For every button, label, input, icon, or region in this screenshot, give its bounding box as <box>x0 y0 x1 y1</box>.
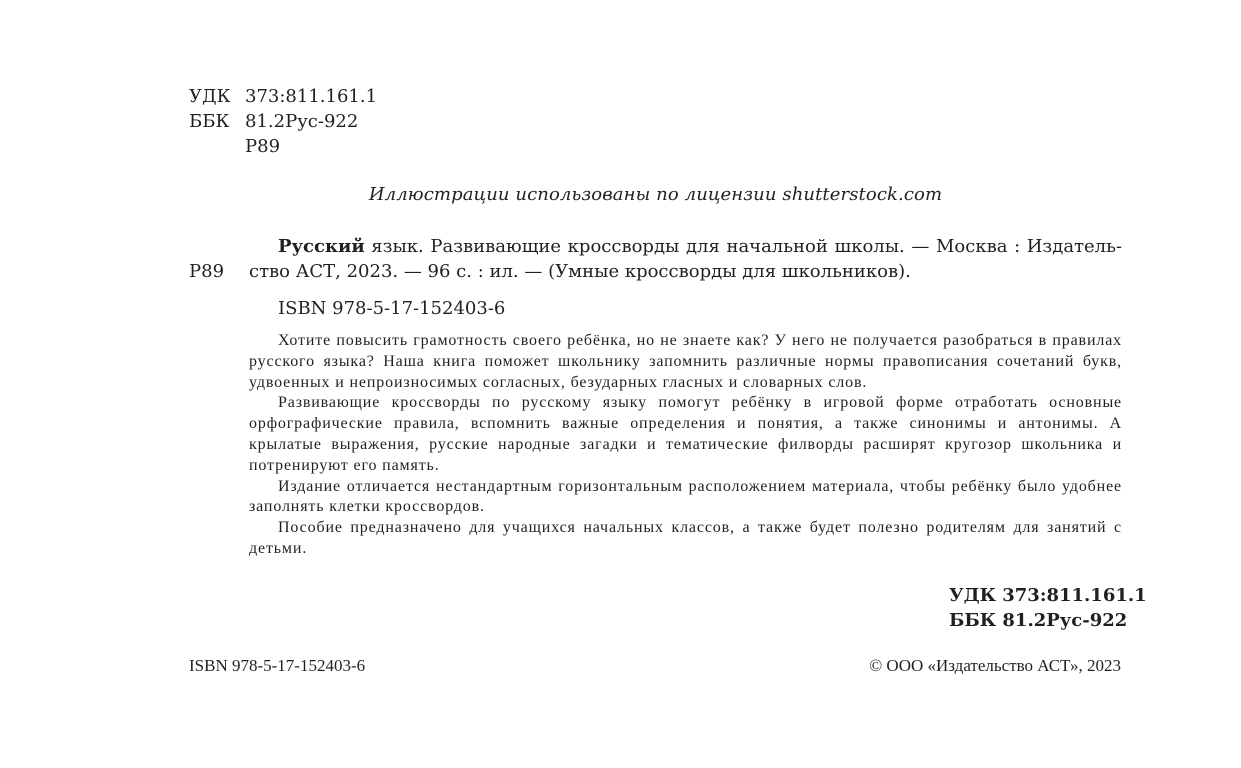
bibliographic-record <box>249 234 1122 284</box>
annotation-paragraph: Пособие предназначено для учащихся начальных классов, а также будет полезно родителям для занятий с детьми. <box>249 519 1122 557</box>
bbk-label: ББК <box>189 111 230 132</box>
bibliographic-line-2: ство АСТ, 2023. — 96 с. : ил. — (Умные кроссворды для школьников). <box>249 261 911 282</box>
bibliographic-code: Р89 <box>189 261 225 282</box>
annotation-paragraph: Развивающие кроссворды по русскому языку помогут ребёнку в игровой форме отработать основные орфографические правила, вспомнить важные определения и понятия, а также синонимы и антонимы. А крылатые выражения, русские народные загадки и тематические филворды расширят кругозор школьника и потренируют его память. <box>249 394 1122 474</box>
bibliographic-line-1 <box>249 234 1122 259</box>
bbk-value: 81.2Рус-922 <box>245 111 359 132</box>
bibliographic-line-1-rest: язык. Развивающие кроссворды для начальной школы. — Москва : Издатель- <box>364 236 1122 257</box>
author-mark-row <box>0 134 600 159</box>
udk-label: УДК <box>189 86 231 107</box>
author-mark: Р89 <box>245 136 281 157</box>
bottom-classification-codes <box>949 583 1147 633</box>
udk-value: 373:811.161.1 <box>245 86 378 107</box>
bottom-udk: УДК 373:811.161.1 <box>949 585 1147 606</box>
udk-row <box>0 84 600 109</box>
bottom-bbk: ББК 81.2Рус-922 <box>949 610 1128 631</box>
footer-isbn: ISBN 978-5-17-152403-6 <box>189 656 366 675</box>
book-title-bold: Русский <box>278 236 365 257</box>
bbk-row <box>0 109 600 134</box>
license-note: Иллюстрации использованы по лицензии shutterstock.com <box>368 184 943 205</box>
annotation-paragraph: Хотите повысить грамотность своего ребёнка, но не знаете как? У него не получается разобраться в правилах русского языка? Наша книга поможет школьнику запомнить различные нормы правописания сочетаний букв, удвоенных и непроизносимых согласных, безударных гласных и словарных слов. <box>249 332 1122 391</box>
isbn-record: ISBN 978-5-17-152403-6 <box>278 298 506 319</box>
footer-copyright: © ООО «Издательство АСТ», 2023 <box>869 656 1121 675</box>
annotation-paragraph: Издание отличается нестандартным горизонтальным расположением материала, чтобы ребёнку было удобнее заполнять клетки кроссвордов. <box>249 477 1122 516</box>
annotation <box>249 331 1122 560</box>
